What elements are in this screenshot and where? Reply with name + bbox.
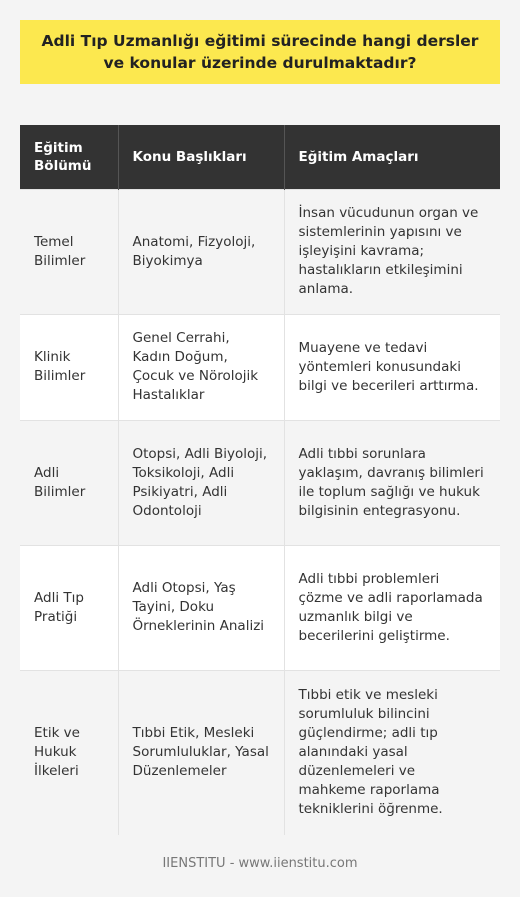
title-banner: [20, 20, 500, 84]
cell-section: Klinik Bilimler: [20, 314, 118, 420]
cell-goals: Muayene ve tedavi yöntemleri konusundaki bilgi ve becerileri arttırma.: [284, 314, 500, 420]
header-goals: Eğitim Amaçları: [284, 125, 500, 189]
cell-goals: Tıbbi etik ve mesleki sorumluluk bilincini güçlendirme; adli tıp alanındaki yasal düzenlemeleri ve mahkeme raporlama tekniklerini öğrenme.: [284, 670, 500, 835]
footer-credit: IIENSTITU - www.iienstitu.com: [162, 856, 358, 871]
cell-goals: Adli tıbbi sorunlara yaklaşım, davranış bilimleri ile toplum sağlığı ve hukuk bilgisinin entegrasyonu.: [284, 420, 500, 545]
page-title: Adli Tıp Uzmanlığı eğitimi sürecinde hangi dersler ve konular üzerinde durulmaktadır?: [41, 32, 479, 72]
table-row: [20, 670, 500, 835]
table-row: [20, 189, 500, 314]
cell-goals: İnsan vücudunun organ ve sistemlerinin yapısını ve işleyişini kavrama; hastalıkların etkileşimini anlama.: [284, 189, 500, 314]
cell-topics: Tıbbi Etik, Mesleki Sorumluluklar, Yasal Düzenlemeler: [118, 670, 284, 835]
cell-topics: Adli Otopsi, Yaş Tayini, Doku Örneklerinin Analizi: [118, 545, 284, 670]
table-header-row: [20, 125, 500, 189]
curriculum-table-container: [20, 125, 500, 835]
cell-topics: Anatomi, Fizyoloji, Biyokimya: [118, 189, 284, 314]
header-section: Eğitim Bölümü: [20, 125, 118, 189]
cell-section: Etik ve Hukuk İlkeleri: [20, 670, 118, 835]
cell-section: Adli Tıp Pratiği: [20, 545, 118, 670]
table-row: [20, 314, 500, 420]
table-row: [20, 420, 500, 545]
cell-section: Temel Bilimler: [20, 189, 118, 314]
cell-goals: Adli tıbbi problemleri çözme ve adli raporlamada uzmanlık bilgi ve becerilerini geliştirme.: [284, 545, 500, 670]
cell-section: Adli Bilimler: [20, 420, 118, 545]
curriculum-table: [20, 125, 500, 835]
cell-topics: Genel Cerrahi, Kadın Doğum, Çocuk ve Nörolojik Hastalıklar: [118, 314, 284, 420]
cell-topics: Otopsi, Adli Biyoloji, Toksikoloji, Adli Psikiyatri, Adli Odontoloji: [118, 420, 284, 545]
header-topics: Konu Başlıkları: [118, 125, 284, 189]
table-row: [20, 545, 500, 670]
